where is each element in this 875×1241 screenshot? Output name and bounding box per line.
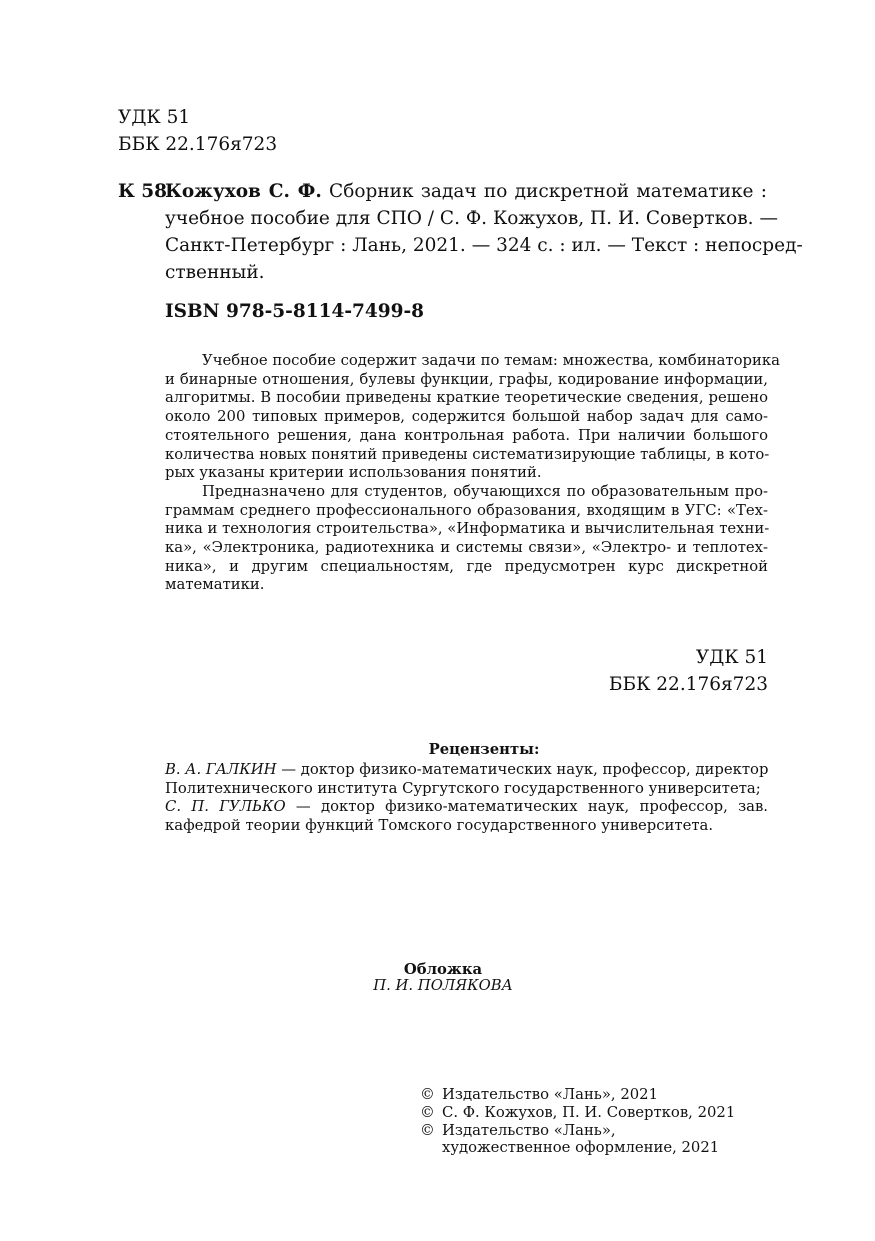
copyright-line bbox=[420, 1104, 735, 1122]
reviewer-1-line bbox=[165, 761, 768, 780]
annotation-line: количества новых понятий приведены систематизирующие таблицы, в кото- bbox=[165, 445, 770, 463]
copyright-line bbox=[420, 1122, 735, 1140]
annotation-line: Предназначено для студентов, обучающихся по образовательным про- bbox=[202, 482, 768, 500]
copyright-text: Издательство «Лань», bbox=[442, 1121, 616, 1139]
annotation-line: ника и технология строительства», «Информатика и вычислительная техни- bbox=[165, 520, 770, 538]
annotation-line: ка», «Электроника, радиотехника и системы связи», «Электро- и теплотех- bbox=[165, 539, 768, 557]
bibliographic-record bbox=[165, 178, 803, 286]
reviewer-1-affiliation: Политехнического института Сургутского государственного университета; bbox=[165, 779, 761, 797]
annotation-line: алгоритмы. В пособии приведены краткие теоретические сведения, решено bbox=[165, 389, 768, 407]
bbk-code: ББК 22.176я723 bbox=[608, 674, 768, 695]
cover-credit-title: Обложка bbox=[403, 961, 483, 978]
reviewer-2-affiliation: кафедрой теории функций Томского государственного университета. bbox=[165, 817, 714, 835]
udk-footer-block bbox=[560, 644, 768, 698]
reviewer-1-title: — доктор физико-математических наук, профессор, директор bbox=[276, 761, 769, 778]
biblio-author: Кожухов С. Ф. bbox=[165, 181, 322, 202]
copyright-icon: © bbox=[420, 1121, 435, 1139]
annotation-line: около 200 типовых примеров, содержится большой набор задач для само- bbox=[165, 408, 768, 426]
udk-header-block bbox=[118, 104, 277, 158]
annotation-line: рых указаны критерии использования понятий. bbox=[165, 464, 542, 482]
annotation-line: стоятельного решения, дана контрольная работа. При наличии большого bbox=[165, 426, 768, 444]
udk-code: УДК 51 bbox=[695, 647, 768, 668]
copyright-block bbox=[420, 1086, 735, 1157]
copyright-icon: © bbox=[420, 1103, 435, 1121]
biblio-line-4: ственный. bbox=[165, 262, 265, 283]
annotation-line: ника», и другим специальностям, где предусмотрен курс дискретной bbox=[165, 557, 768, 575]
reviewer-2-title: — доктор физико-математических наук, профессор, зав. bbox=[285, 798, 769, 816]
copyright-icon: © bbox=[420, 1086, 435, 1103]
reviewer-1-name: В. А. ГАЛКИН bbox=[165, 761, 277, 778]
biblio-line-3: Санкт-Петербург : Лань, 2021. — 324 с. : ил. — Текст : непосред- bbox=[165, 235, 803, 256]
copyright-text: Издательство «Лань», 2021 bbox=[442, 1086, 658, 1103]
reviewer-2-line bbox=[165, 798, 768, 817]
copyright-line bbox=[420, 1139, 735, 1157]
copyright-text: художественное оформление, 2021 bbox=[442, 1139, 720, 1157]
reviewers-title: Рецензенты: bbox=[428, 741, 540, 758]
annotation-line: граммам среднего профессионального образования, входящим в УГС: «Тех- bbox=[165, 501, 768, 519]
copyright-line bbox=[420, 1086, 735, 1104]
annotation-line: математики. bbox=[165, 576, 265, 594]
reviewer-2-name: С. П. ГУЛЬКО bbox=[165, 798, 286, 816]
isbn: ISBN 978-5-8114-7499-8 bbox=[165, 301, 425, 322]
annotation-line: и бинарные отношения, булевы функции, графы, кодирование информации, bbox=[165, 370, 768, 388]
annotation-line: Учебное пособие содержит задачи по темам: множества, комбинаторика bbox=[202, 352, 780, 369]
bbk-code: ББК 22.176я723 bbox=[118, 134, 278, 155]
biblio-title: Сборник задач по дискретной математике : bbox=[321, 181, 767, 202]
reviewers-list bbox=[165, 761, 768, 836]
biblio-line-1 bbox=[165, 178, 767, 205]
copyright-text: С. Ф. Кожухов, П. И. Совертков, 2021 bbox=[442, 1103, 736, 1121]
annotation bbox=[165, 352, 780, 595]
udk-code: УДК 51 bbox=[118, 107, 191, 128]
author-mark: К 58 bbox=[118, 181, 168, 202]
cover-credit-name: П. И. ПОЛЯКОВА bbox=[373, 977, 513, 994]
biblio-line-2: учебное пособие для СПО / С. Ф. Кожухов, П. И. Совертков. — bbox=[165, 208, 778, 229]
